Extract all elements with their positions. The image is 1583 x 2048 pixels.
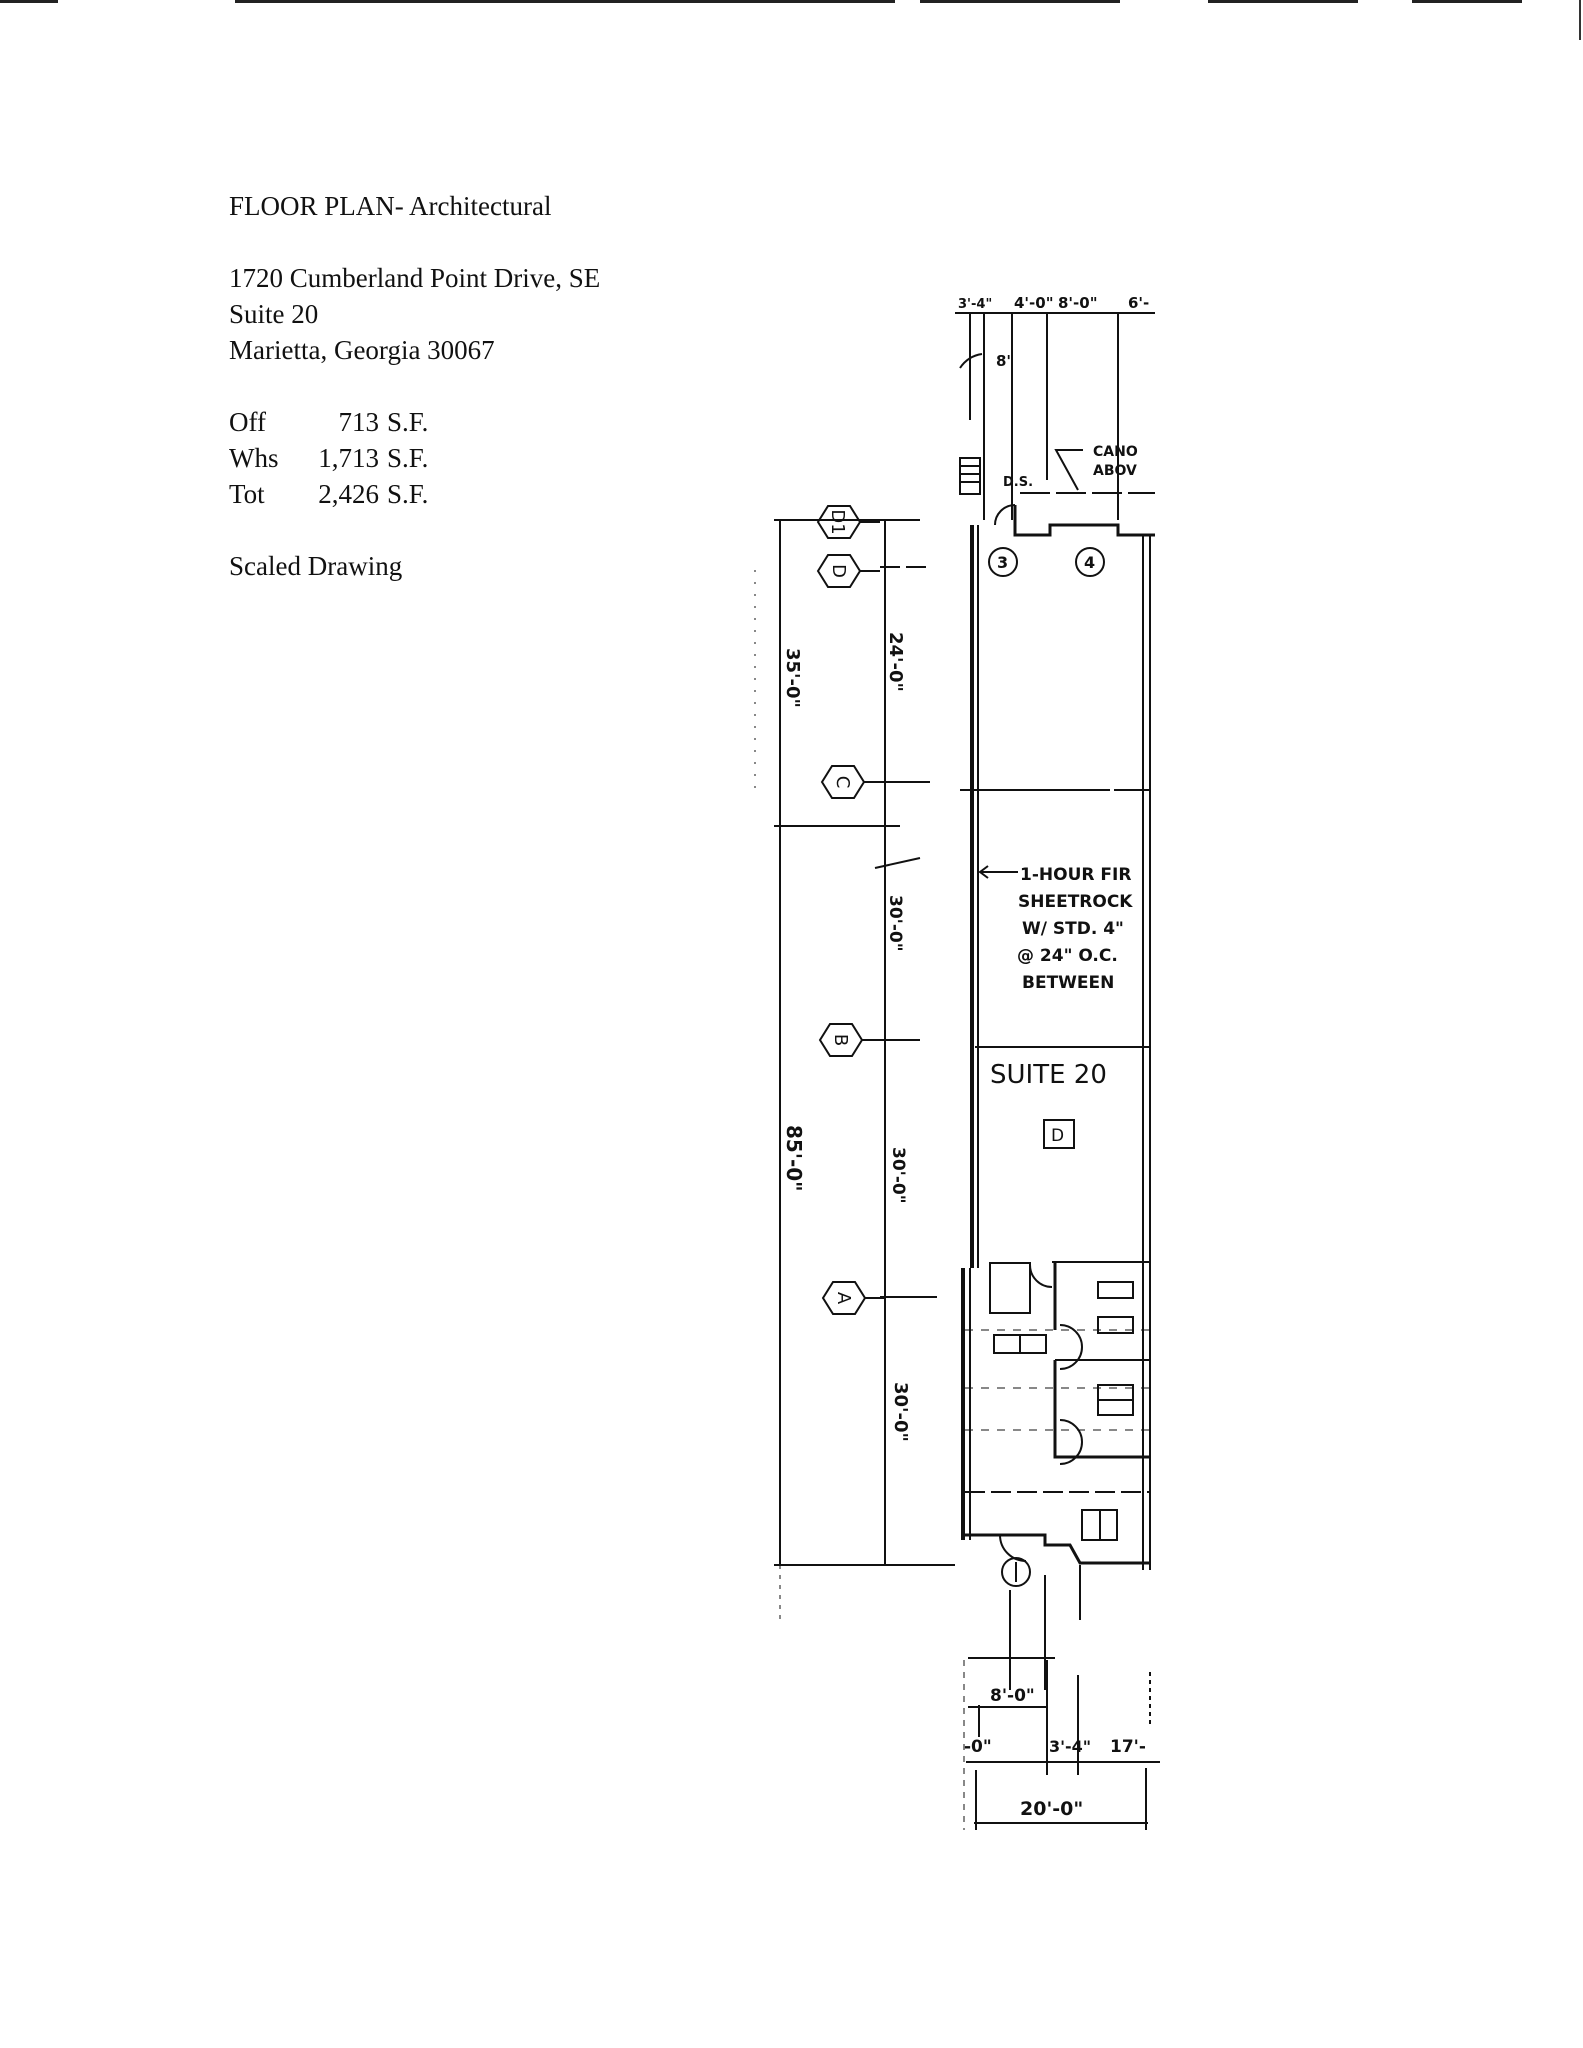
dim-label: 35'-0" [782,648,803,708]
downspout-label: D.S. [1003,475,1034,490]
area-value: 2,426 [318,479,379,509]
note-line: 1-HOUR FIR [1020,865,1132,885]
dim-label: 30'-0" [885,895,905,952]
column-marker-4: 4 [1084,553,1096,572]
grid-marker-d1 [818,506,880,538]
dim-label: 30'-0" [888,1147,908,1204]
grid-label: A [833,1291,854,1305]
grid-label: D [828,564,849,578]
top-dimension-string [955,294,1155,520]
grid-label: D1 [827,509,848,535]
area-value: 1,713 [318,443,379,473]
area-label: Off [229,407,266,437]
area-value: 713 [338,407,379,437]
column-marker-3: 3 [997,553,1009,572]
address-line-1: 1720 Cumberland Point Drive, SE [229,263,601,293]
dim-label: 20'-0" [1020,1798,1084,1820]
dim-label: 30'-0" [890,1382,911,1442]
unit-tag: D [1051,1126,1065,1146]
scaled-drawing-note: Scaled Drawing [229,551,403,581]
area-label: Tot [229,479,265,509]
dim-label: 24'-0" [885,632,906,692]
grid-markers [818,506,885,1314]
area-unit: S.F. [387,407,429,437]
dim-label: 6'- [1128,294,1150,312]
grid-label: C [832,775,853,789]
grid-dimension-strings [755,520,955,1620]
canopy-note: ABOV [1093,463,1137,479]
bottom-dimension-strings [964,1658,1160,1830]
address-line-3: Marietta, Georgia 30067 [229,335,495,365]
grid-marker-d [818,555,880,587]
grid-marker-c [822,766,884,798]
dim-label: 3'-4" [958,297,993,312]
dim-label: 17'- [1110,1737,1146,1757]
dim-label: 4'-0" [1014,294,1054,312]
area-label: Whs [229,443,279,473]
note-line: SHEETROCK [1018,892,1133,912]
address-line-2: Suite 20 [229,299,319,329]
dim-label: 8'-0" [1058,294,1098,312]
dim-label: 85'-0" [782,1125,806,1192]
fire-wall-note [980,865,1133,993]
dim-label: -0" [964,1737,992,1757]
dim-label: 8'-0" [990,1686,1035,1706]
grid-marker-b [820,1024,882,1056]
note-line: BETWEEN [1022,973,1115,993]
canopy-note: CANO [1093,444,1138,460]
note-line: @ 24" O.C. [1017,946,1118,966]
area-unit: S.F. [387,443,429,473]
note-line: W/ STD. 4" [1022,919,1124,939]
suite-label-group [990,1060,1107,1148]
grid-label: B [830,1033,851,1047]
page-title: FLOOR PLAN- Architectural [229,191,552,221]
area-unit: S.F. [387,479,429,509]
grid-marker-a [823,1282,885,1314]
office-area [963,1262,1150,1690]
entry-canopy [960,444,1155,535]
dim-label: 3'-4" [1049,1737,1092,1756]
dim-label: 8" [996,352,1015,370]
suite-label: SUITE 20 [990,1060,1107,1090]
